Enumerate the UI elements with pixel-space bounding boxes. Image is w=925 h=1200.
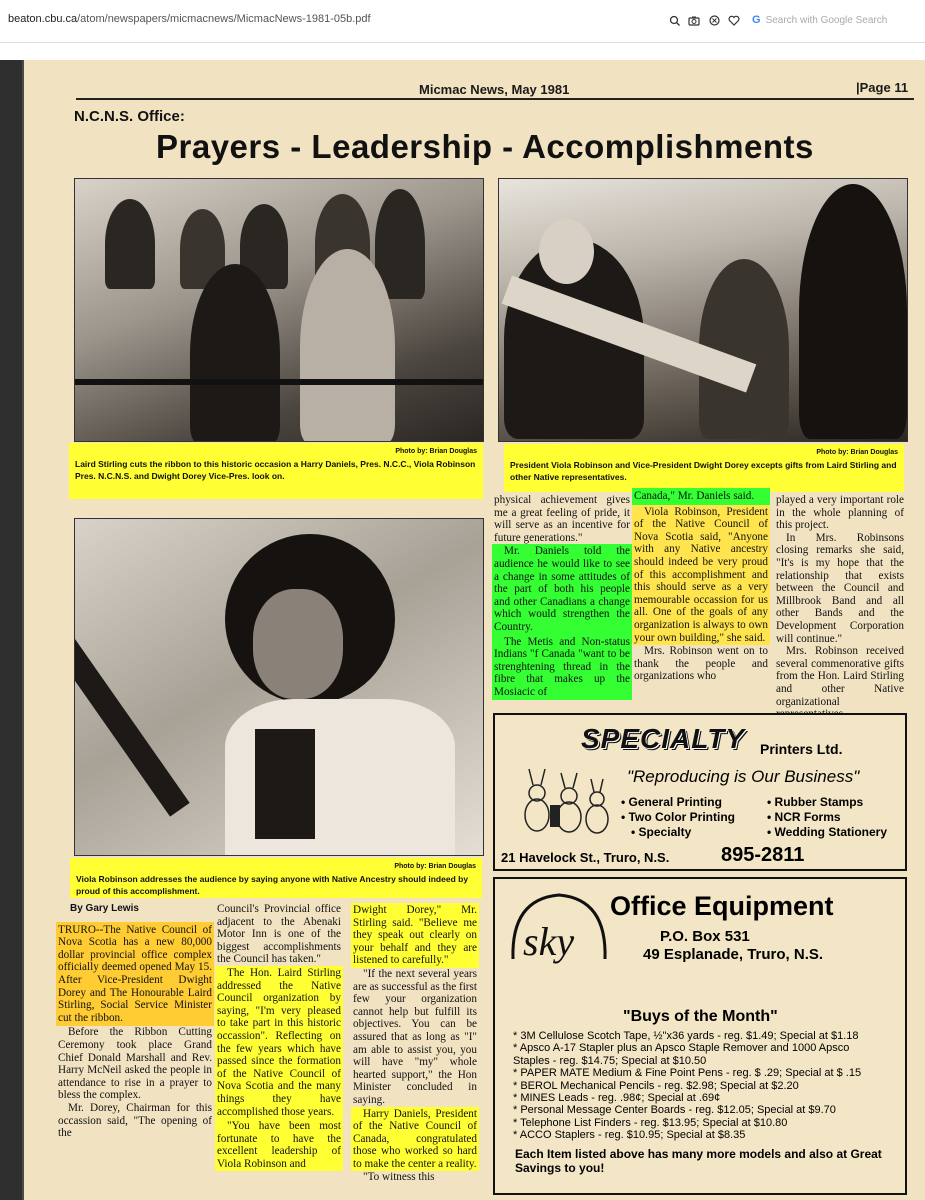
ad-address: 49 Esplanade, Truro, N.S. (643, 946, 824, 963)
article-para: Mr. Daniels told the audience he would like to see a change in some attitudes of the part of both his people and other Canadians a change which would strengthen the Country. (494, 545, 630, 633)
url-bar[interactable] (8, 13, 371, 25)
article-para: Canada," Mr. Daniels said. (632, 488, 770, 505)
ad-footer: Each Item listed above has many more models and also at Great Savings to you! (515, 1147, 882, 1175)
ad-service: Two Color Printing (628, 810, 735, 824)
ad-phone: 895-2811 (721, 844, 805, 866)
photo-gift-exchange (498, 178, 908, 442)
article-para: Harry Daniels, President of the Native Council of Canada, congratulated those who worked so hard to make the center a reality. (353, 1107, 477, 1170)
viewer-left-margin (0, 60, 22, 1200)
header-rule (76, 98, 914, 100)
article-para: Mrs. Robinson received several commenorative gifts from the Hon. Laird Stirling and other Native organizational (776, 645, 904, 708)
specialty-printers-ad (493, 713, 907, 871)
article-para: "You have been most fortunate to have the excellent leadership of Viola Robinson and (217, 1120, 341, 1170)
bunnies-illustration-icon (517, 765, 613, 837)
caption-2 (504, 444, 904, 492)
article-column-2 (215, 903, 343, 1171)
article-para: The Metis and Non-status Indians "f Canada "want to be strenghtening thread in the fibre that makes up the Mosiacic of (494, 635, 630, 698)
ad-item: * 3M Cellulose Scotch Tape, ½"x36 yards - reg. $1.49; Special at $1.18 (513, 1030, 859, 1042)
article-para: Mrs. Robinson went on to thank the people and organizations who (634, 645, 768, 683)
article-para: played a very important role in the whole planning of this project. (776, 494, 904, 532)
caption-text: Laird Stirling cuts the ribbon to this historic occasion a Harry Daniels, Pres. N.C.C., Viola Robinson Pres. N.C.N.S. and Dwight Dorey Vice-Pres. look on. (75, 459, 476, 481)
ad-service: General Printing (628, 795, 722, 809)
ad-service: Rubber Stamps (774, 795, 864, 809)
kicker: N.C.N.S. Office: (74, 108, 185, 125)
photo-credit: Photo by: Brian Douglas (394, 863, 476, 870)
ad-title: Office Equipment (610, 891, 834, 921)
url-path: /atom/newspapers/micmacnews/MicmacNews-1981-05b.pdf (77, 13, 371, 25)
ad-service: NCR Forms (774, 810, 841, 824)
ad-tagline: "Reproducing is Our Business" (627, 767, 860, 786)
caption-text: President Viola Robinson and Vice-President Dwight Dorey excepts gifts from Laird Stirling and other Native representatives. (510, 460, 897, 482)
headline: Prayers - Leadership - Accomplishments (156, 128, 814, 165)
article-para: physical achievement gives me a great feeling of pride, it will serve as an incentive for future generations." (494, 494, 630, 544)
google-search-field[interactable] (752, 14, 887, 26)
ad-item: * ACCO Staplers - reg. $10.95; Special at $8.35 (513, 1129, 746, 1142)
browser-toolbar (0, 0, 925, 43)
ad-item: * Telephone List Finders - reg. $13.95; Special at $10.80 (513, 1116, 788, 1129)
article-para: Council's Provincial office adjacent to the Abenaki Motor Inn is one of the biggest accomplishments the Council has taken." (217, 903, 341, 966)
ad-item: * MINES Leads - reg. .98¢; Special at .69¢ (513, 1092, 721, 1105)
photo-viola-robinson (74, 518, 484, 856)
ad-right-list: • Rubber Stamps • NCR Forms • Wedding Stationery (767, 795, 887, 839)
google-g-icon: G (752, 14, 761, 26)
toolbar-icons (668, 14, 740, 26)
search-placeholder: Search with Google Search (765, 14, 888, 26)
article-para: The Hon. Laird Stirling addressed the Native Council organization by saying, "I'm very pleased to take part in this historic occassion". Reflecting on the few years which have passed since the formation of the Native Council of Nova Scotia and the many things they have accomplished those years. (217, 966, 341, 1118)
ad-buys-title: "Buys of the Month" (623, 1008, 778, 1025)
photo-credit: Photo by: Brian Douglas (395, 448, 477, 455)
article-column-6 (774, 494, 906, 721)
caption-3 (70, 858, 482, 898)
ad-item: * Apsco A-17 Stapler plus an Apsco Staple Remover and 1000 Apsco (513, 1042, 850, 1055)
close-circle-icon[interactable] (708, 14, 720, 26)
caption-1 (69, 443, 483, 499)
article-para: Dwight Dorey," Mr. Stirling said. "Believe me they speak out clearly on your behalf and they are listened to carefully." (353, 904, 477, 967)
byline: By Gary Lewis (70, 903, 139, 914)
page-number: |Page 11 (856, 80, 909, 95)
ad-company-name: Printers Ltd. (760, 741, 843, 757)
svg-text:sky: sky (523, 919, 575, 964)
ad-service: Specialty (638, 825, 692, 839)
ad-item: * PAPER MATE Medium & Fine Point Pens - reg. $ .29; Special at $ .15 (513, 1067, 862, 1080)
article-para: TRURO--The Native Council of Nova Scotia has a new 80,000 dollar provincial office complex officially deemed opened May 15. After Vice-President Dwight Dorey and The Honourable Laird Stirling, Social Service Minister cut the ribbon. (56, 922, 214, 1027)
office-equipment-ad (493, 877, 907, 1195)
article-column-5 (632, 488, 770, 683)
heart-icon[interactable] (728, 14, 740, 26)
ad-items-list (513, 1030, 893, 1142)
ad-item: Staples - reg. $14.75; Special at $10.50 (513, 1054, 707, 1067)
ad-left-list: • General Printing • Two Color Printing • Specialty (621, 795, 735, 839)
ad-service: Wedding Stationery (774, 825, 887, 839)
masthead: Micmac News, May 1981 (419, 82, 570, 97)
article-para: "To witness this (363, 1171, 435, 1184)
url-host: beaton.cbu.ca (8, 13, 78, 25)
ad-item: * BEROL Mechanical Pencils - reg. $2.98; Special at $2.20 (513, 1079, 799, 1092)
article-para: Viola Robinson, President of the Native Council of Nova Scotia said, "Anyone with any Native ancestry should indeed be very proud of this accomplishment and this should serve as a very memourable occassion for us all. One of the goals of any organization is always to own your own building," she said. (634, 505, 768, 644)
caption-text: Viola Robinson addresses the audience by saying anyone with Native Ancestry should indeed by proud of this accomplishment. (76, 874, 469, 896)
zoom-icon[interactable] (668, 14, 680, 26)
photo-ribbon-cutting (74, 178, 484, 442)
sky-logo-icon (507, 889, 611, 973)
ad-po-box: P.O. Box 531 (660, 928, 750, 945)
photo-credit: Photo by: Brian Douglas (816, 449, 898, 456)
article-column-4 (492, 494, 632, 700)
camera-icon[interactable] (688, 14, 700, 26)
ad-item: * Personal Message Center Boards - reg. $12.05; Special at $9.70 (513, 1104, 836, 1117)
article-para: Mr. Dorey, Chairman for this occassion said, "The opening of the (58, 1101, 212, 1140)
ad-address: 21 Havelock St., Truro, N.S. (501, 850, 670, 865)
newspaper-page (24, 60, 925, 1200)
article-para: In Mrs. Robinsons closing remarks she said, "It's is my hope that the relationship that exists between the Council and Millbrook Band and all other Bands and the Development Corporation will continue." (776, 531, 904, 645)
article-column-3 (351, 903, 479, 1184)
specialty-logo: SPECIALTY (581, 723, 746, 754)
article-para: "If the next several years are as successful as the first few your organization cannot help but fulfill its objectives. You can be assured that as long as "I" am able to assist you, you will have "my" whole hearted support," the Hon Minister concluded in saying. (353, 967, 477, 1106)
article-para: Before the Ribbon Cutting Ceremony took place Grand Chief Donald Marshall and Rev. Harry McNeil asked the people in attendance to rise in a prayer to bless the complex. (58, 1026, 212, 1102)
article-column-1 (56, 903, 214, 1140)
